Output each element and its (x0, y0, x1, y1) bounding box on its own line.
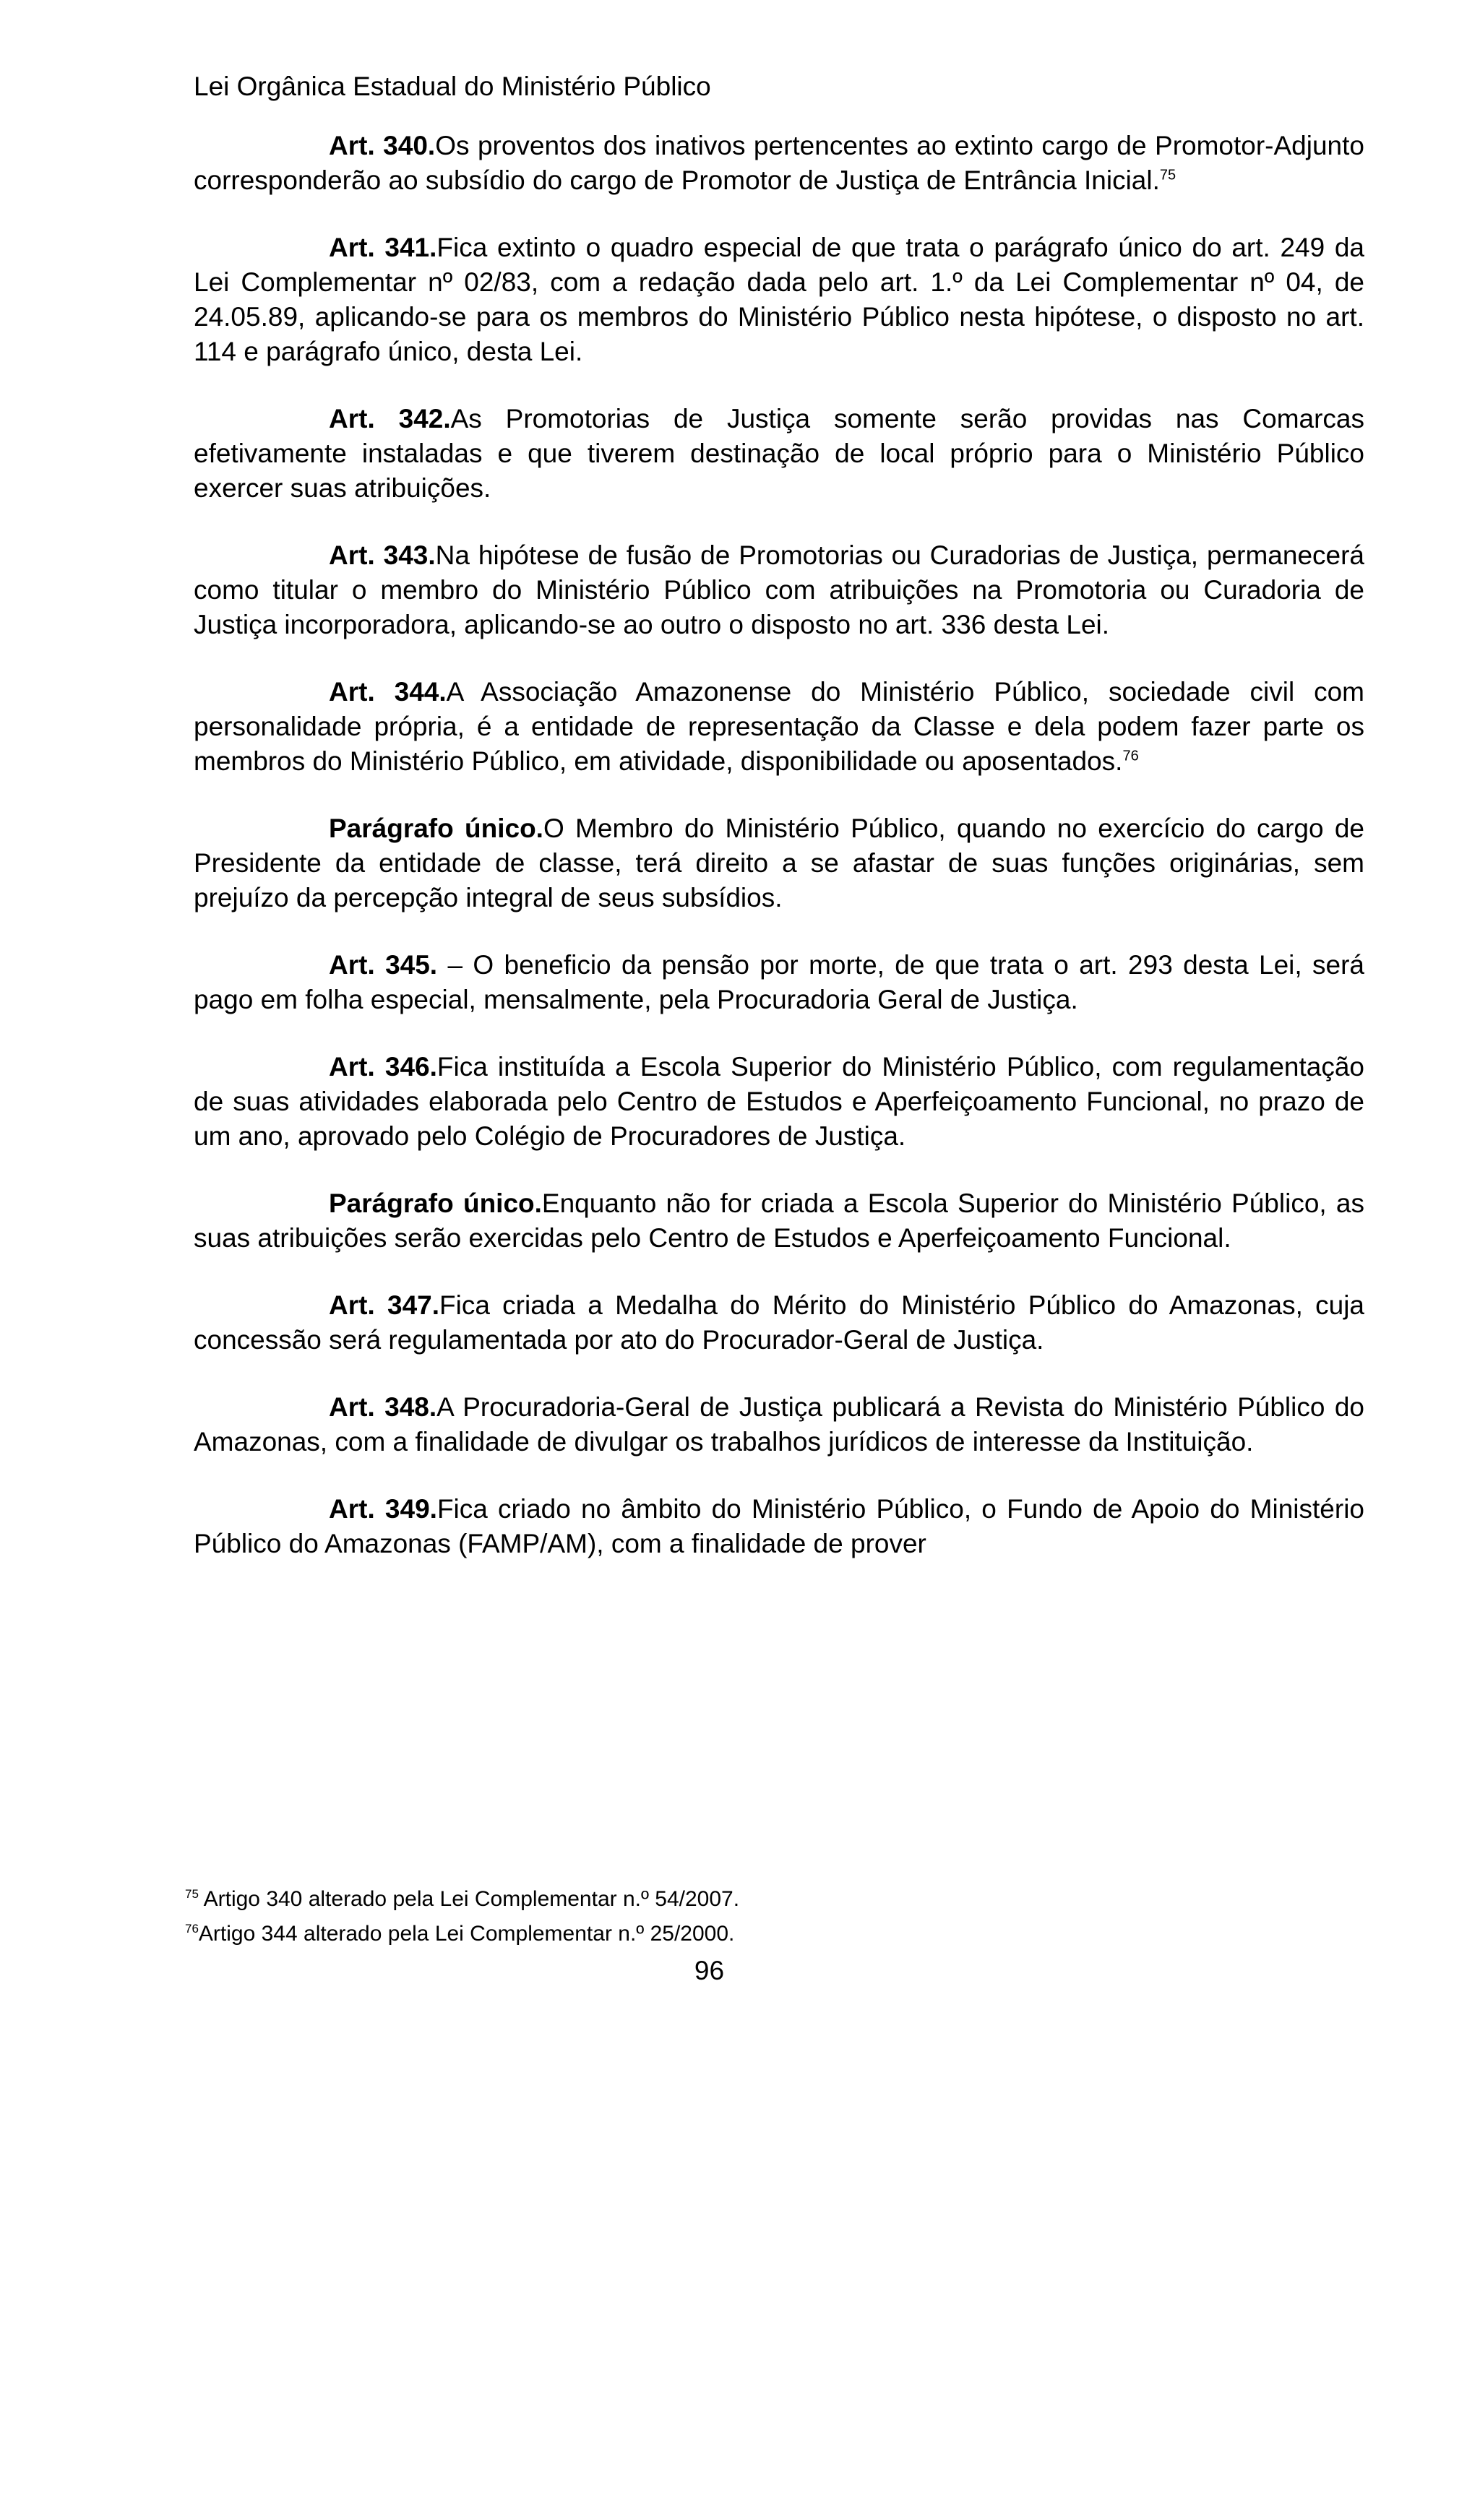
article-label: Art. 346. (329, 1052, 437, 1082)
article-label: Art. 342. (329, 404, 451, 433)
article-348 (194, 1390, 1364, 1459)
footnote-text: Artigo 344 alterado pela Lei Complementar n.º 25/2000. (198, 1922, 735, 1946)
article-label: Art. 343. (329, 540, 436, 570)
footnote-reference[interactable]: 75 (1159, 167, 1176, 184)
article-346 (194, 1050, 1364, 1154)
footnotes (185, 1882, 1197, 1951)
article-label: Art. 349. (329, 1494, 437, 1524)
article-text: – O beneficio da pensão por morte, de que trata o art. 293 desta Lei, será pago em folha especial, mensalmente, pela Procuradoria Geral de Justiça. (194, 950, 1364, 1014)
article-text: Fica criada a Medalha do Mérito do Ministério Público do Amazonas, cuja concessão será regulamentada por ato do Procurador-Geral de Justiça. (194, 1290, 1365, 1355)
article-text: Enquanto não for criada a Escola Superior do Ministério Público, as suas atribuições serão exercidas pelo Centro de Estudos e Aperfeiçoamento Funcional. (194, 1188, 1364, 1253)
article-text: Fica extinto o quadro especial de que trata o parágrafo único do art. 249 da Lei Complementar nº 02/83, com a redação dada pelo art. 1.º da Lei Complementar nº 04, de 24.05.89, aplicando-se para os membros do Ministério Público nesta hipótese, o disposto no art. 114 e parágrafo único, desta Lei. (194, 233, 1364, 366)
article-342 (194, 402, 1364, 506)
article-label: Parágrafo único. (329, 1188, 542, 1218)
article-text: A Procuradoria-Geral de Justiça publicará a Revista do Ministério Público do Amazonas, com a finalidade de divulgar os trabalhos jurídicos de interesse da Instituição. (194, 1392, 1364, 1457)
article-label: Art. 341. (329, 233, 437, 262)
footnote-number: 75 (185, 1887, 199, 1901)
footnote-75 (185, 1882, 1197, 1917)
article-text: As Promotorias de Justiça somente serão providas nas Comarcas efetivamente instaladas e que tiverem destinação de local próprio para o Ministério Público exercer suas atribuições. (194, 404, 1365, 503)
article-label: Art. 344. (329, 677, 447, 707)
article-text: O Membro do Ministério Público, quando no exercício do cargo de Presidente da entidade de classe, terá direito a se afastar de suas funções originárias, sem prejuízo da percepção integral de seus subsídios. (194, 814, 1364, 912)
article-text: Na hipótese de fusão de Promotorias ou Curadorias de Justiça, permanecerá como titular o membro do Ministério Público com atribuições na Promotoria ou Curadoria de Justiça incorporadora, aplicando-se ao outro o disposto no art. 336 desta Lei. (194, 540, 1365, 639)
article-text: Os proventos dos inativos pertencentes ao extinto cargo de Promotor-Adjunto corresponderão ao subsídio do cargo de Promotor de Justiça de Entrância Inicial. (194, 131, 1364, 195)
article-345 (194, 948, 1364, 1017)
article-label: Art. 348. (329, 1392, 437, 1422)
article-343 (194, 538, 1364, 642)
article-label: Parágrafo único. (329, 814, 543, 843)
article-347 (194, 1288, 1364, 1358)
footnote-reference[interactable]: 76 (1122, 748, 1139, 764)
article-label: Art. 345. (329, 950, 438, 980)
article-349 (194, 1492, 1364, 1561)
article-340 (194, 129, 1364, 198)
running-header: Lei Orgânica Estadual do Ministério Público (194, 72, 711, 101)
article-344 (194, 675, 1364, 779)
article-346-sole-paragraph (194, 1186, 1364, 1256)
page-number: 96 (694, 1956, 725, 1985)
footnote-76 (185, 1917, 1197, 1951)
article-label: Art. 340. (329, 131, 436, 160)
article-344-sole-paragraph (194, 811, 1364, 915)
article-text: A Associação Amazonense do Ministério Público, sociedade civil com personalidade própria, é a entidade de representação da Classe e dela podem fazer parte os membros do Ministério Público, em atividade, disponibilidade ou aposentados. (194, 677, 1365, 776)
article-text: Fica criado no âmbito do Ministério Público, o Fundo de Apoio do Ministério Público do Amazonas (FAMP/AM), com a finalidade de prover (194, 1494, 1364, 1558)
article-341 (194, 230, 1364, 369)
footnote-text: Artigo 340 alterado pela Lei Complementar n.º 54/2007. (203, 1887, 740, 1911)
article-text: Fica instituída a Escola Superior do Ministério Público, com regulamentação de suas atividades elaborada pelo Centro de Estudos e Aperfeiçoamento Funcional, no prazo de um ano, aprovado pelo Colégio de Procuradores de Justiça. (194, 1052, 1365, 1151)
page-body (194, 69, 1364, 1594)
footnote-number: 76 (185, 1922, 199, 1936)
article-label: Art. 347. (329, 1290, 440, 1320)
